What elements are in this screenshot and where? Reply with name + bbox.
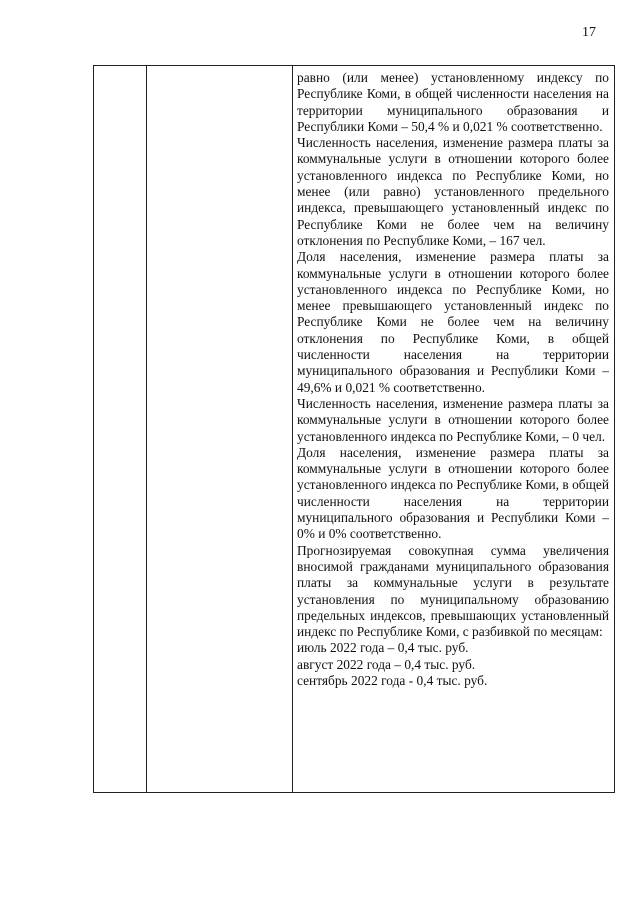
document-table <box>93 65 615 793</box>
table-cell-col2 <box>146 66 293 792</box>
month-august: август 2022 года – 0,4 тыс. руб. <box>297 656 476 672</box>
month-july: июль 2022 года – 0,4 тыс. руб. <box>297 640 469 656</box>
table-cell-text <box>292 66 614 792</box>
paragraph-share-above-limit: Доля населения, изменение размера платы за коммунальные услуги в отношении которого более установленного индекса по Республике Коми, в общей численности населения на территории муниципального образования и Республики Коми – 0% и 0% соответственно. <box>297 444 609 542</box>
table-cell-col1 <box>94 66 147 792</box>
paragraph-population-above-limit: Численность населения, изменение размера платы за коммунальные услуги в отношении которого более установленного индекса по Республике Коми, – 0 чел. <box>297 395 609 444</box>
paragraph-share-within-index: равно (или менее) установленному индексу по Республике Коми, в общей численности населения на территории муниципального образования и Республики Коми – 50,4 % и 0,021 % соответственно. <box>297 70 609 134</box>
paragraph-share-above-index: Доля населения, изменение размера платы за коммунальные услуги в отношении которого более установленного индекса по Республике Коми, но менее превышающего установленный индекс по Республике Коми не более чем на величину отклонения по Республике Коми, в общей численности населения на территории муниципального образования и Республики Коми – 49,6% и 0,021 % соответственно. <box>297 249 609 395</box>
monthly-breakdown <box>297 640 609 689</box>
month-september: сентябрь 2022 года - 0,4 тыс. руб. <box>297 672 488 688</box>
paragraph-forecast-sum: Прогнозируемая совокупная сумма увеличения вносимой гражданами муниципального образования платы за коммунальные услуги в результате установления по муниципальному образованию предельных индексов, превышающих установленный индекс по Республике Коми, с разбивкой по месяцам: <box>297 542 609 640</box>
paragraph-population-above-index: Численность населения, изменение размера платы за коммунальные услуги в отношении которого более установленного индекса по Республике Коми, но менее (или равно) установленного предельного индекса, превышающего установленный индекс по Республике Коми не более чем на величину отклонения по Республике Коми, – 167 чел. <box>297 135 609 248</box>
page-number: 17 <box>582 25 596 40</box>
